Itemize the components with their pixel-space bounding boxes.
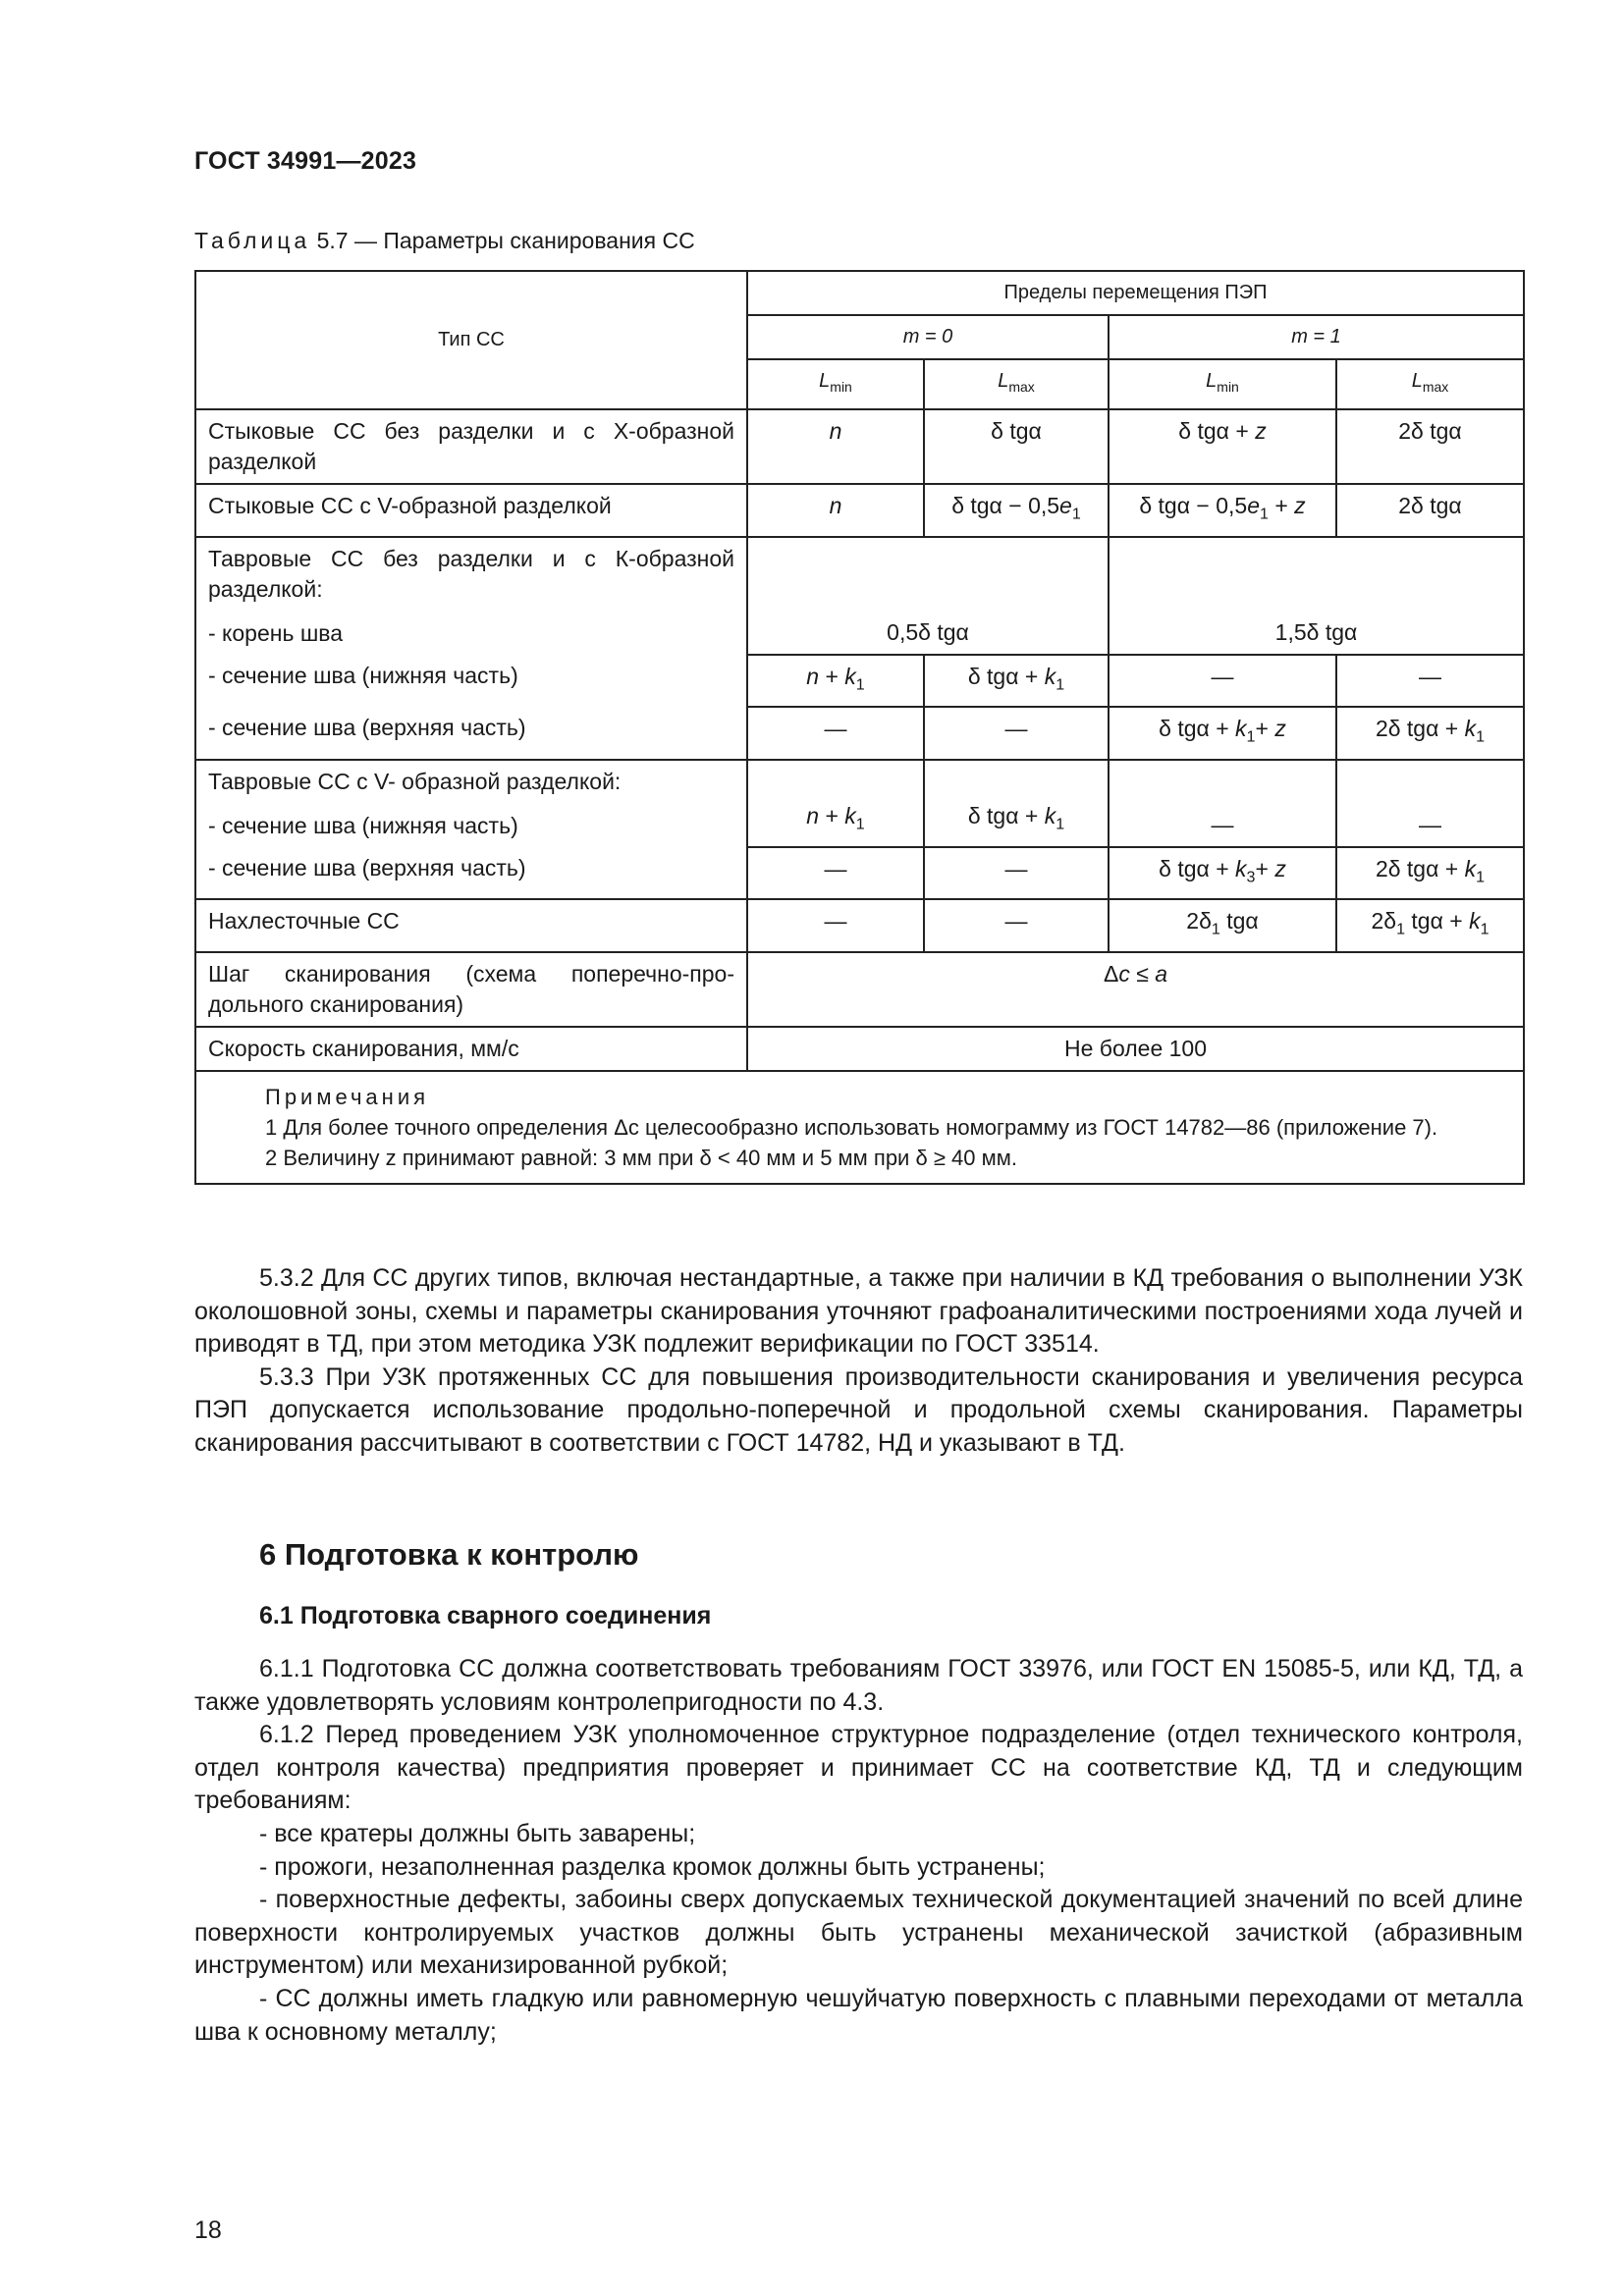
row-label: Нахлесточные СС: [195, 899, 747, 952]
table-cell: δ tgα + z: [1109, 409, 1336, 484]
table-row: [195, 760, 1524, 847]
row-label: Стыковые СС с V-образной разделкой: [195, 484, 747, 537]
table-row: [195, 484, 1524, 537]
table-caption: [194, 228, 695, 254]
list-item: - поверхностные дефекты, забоины сверх допускаемых технической документацией значений по всей длине поверхности контролируемых участков должны быть устранены механической зачисткой (абразивным инструментом) или механизированной рубкой;: [194, 1886, 1523, 1980]
table-cell: —: [1109, 760, 1336, 847]
paragraph-6-1-1: 6.1.1 Подготовка СС должна соответствовать требованиям ГОСТ 33976, или ГОСТ EN 15085-5, или КД, ТД, а также удовлетворять условиям контролепригодности по 4.3.: [194, 1655, 1523, 1716]
table-cell: 2δ $tg\alpha + k_1$: [1336, 707, 1524, 760]
note-2: 2 Величину z принимают равной: 3 мм при δ < 40 мм и 5 мм при δ ≥ 40 мм.: [265, 1146, 1017, 1171]
table-row: [195, 899, 1524, 952]
table-cell: δ $tg\alpha + k_1$: [924, 655, 1109, 708]
table-cell: δ $tg\alpha - 0,5e_1 + z$: [1109, 484, 1336, 537]
table-cell: 0,5δ tgα: [747, 537, 1109, 655]
table-caption-label: Таблица: [194, 228, 311, 253]
table-notes-row: [195, 1071, 1524, 1184]
table-cell: —: [747, 899, 924, 952]
section-5-3-text: [194, 1262, 1523, 1461]
row-label: - сечение шва (верхняя часть): [195, 847, 747, 900]
col-header-limits: Пределы перемещения ПЭП: [747, 271, 1524, 315]
table-row: [195, 1027, 1524, 1071]
table-row: [195, 655, 1524, 708]
paragraph-5-3-3: 5.3.3 При УЗК протяженных СС для повышения производительности сканирования и увеличения ресурса ПЭП допускается использование продольно-поперечной и продольной схемы сканирования. Параметры сканирования рассчитывают в соответствии с ГОСТ 14782, НД и указывают в ТД.: [194, 1362, 1523, 1457]
page-number: 18: [194, 2216, 222, 2244]
list-item: - прожоги, незаполненная разделка кромок должны быть устранены;: [259, 1852, 1046, 1881]
row-label: Скорость сканирования, мм/с: [195, 1027, 747, 1071]
notes-title: Примечания: [265, 1085, 430, 1110]
paragraph-5-3-2: 5.3.2 Для СС других типов, включая нестандартные, а также при наличии в КД требования о выполнении УЗК околошовной зоны, схемы и параметры сканирования уточняют графоаналитическими построениями хода лучей и приводят в ТД, при этом методика УЗК подлежит верификации по ГОСТ 33514.: [194, 1264, 1523, 1359]
table-cell: 1,5δ tgα: [1109, 537, 1524, 655]
table-row: [195, 707, 1524, 760]
col-header-lmin: $L_{min}$: [747, 359, 924, 409]
row-label: - сечение шва (верхняя часть): [195, 707, 747, 760]
table-cell: Не более 100: [747, 1027, 1524, 1071]
table-cell: 2δ tgα: [1336, 409, 1524, 484]
section-6-1-title: 6.1 Подготовка сварного соединения: [259, 1602, 712, 1629]
table-cell: $2\delta_1$ tgα: [1109, 899, 1336, 952]
paragraph-6-1-2: 6.1.2 Перед проведением УЗК уполномоченное структурное подразделение (отдел технического контроля, отдел контроля качества) предприятия проверяет и принимает СС на соответствие КД, ТД и следующим требованиям:: [194, 1721, 1523, 1815]
list-item: - СС должны иметь гладкую или равномерную чешуйчатую поверхность с плавными переходами от металла шва к основному металлу;: [194, 1984, 1523, 2046]
table-cell: —: [747, 707, 924, 760]
section-6-title: 6 Подготовка к контролю: [259, 1537, 639, 1572]
section-6-1-text: [194, 1653, 1523, 2049]
col-header-type: Тип СС: [195, 271, 747, 409]
table-row: [195, 847, 1524, 900]
table-cell: δ tgα: [924, 409, 1109, 484]
table-caption-title: 5.7 — Параметры сканирования СС: [316, 228, 695, 253]
row-label: Стыковые СС без разделки и с Х-образной разделкой: [195, 409, 747, 484]
row-label: Тавровые СС с V- образной разделкой: - сечение шва (нижняя часть): [195, 760, 747, 847]
table-cell: —: [747, 847, 924, 900]
table-row: [195, 537, 1524, 655]
col-header-lmax: $L_{max}$: [1336, 359, 1524, 409]
table-row: [195, 409, 1524, 484]
document-header: ГОСТ 34991—2023: [194, 147, 417, 175]
table-row: [195, 952, 1524, 1027]
table-cell: $n + k_1$: [747, 655, 924, 708]
scan-parameters-table: [194, 270, 1525, 1185]
table-cell: 2δ tgα: [1336, 484, 1524, 537]
table-header-row: [195, 271, 1524, 315]
table-cell: n: [747, 484, 924, 537]
table-cell: —: [1336, 760, 1524, 847]
table-cell: —: [1109, 655, 1336, 708]
table-cell: 2δ $tg\alpha + k_1$: [1336, 847, 1524, 900]
list-item: - все кратеры должны быть заварены;: [259, 1819, 696, 1847]
table-cell: Δc ≤ a: [747, 952, 1524, 1027]
table-cell: —: [924, 899, 1109, 952]
table-cell: $2\delta_1$ $tg\alpha + k_1$: [1336, 899, 1524, 952]
table-cell: δ $tg\alpha + k_3+ z$: [1109, 847, 1336, 900]
row-label: - сечение шва (нижняя часть): [195, 655, 747, 708]
table-cell: —: [924, 847, 1109, 900]
row-label: Тавровые СС без разделки и с К-образной разделкой: - корень шва: [195, 537, 747, 655]
col-header-m1: m = 1: [1109, 315, 1524, 359]
row-label: Шаг сканирования (схема поперечно-продольного сканирования): [195, 952, 747, 1027]
table-cell: —: [1336, 655, 1524, 708]
table-cell: δ $tg\alpha - 0,5e_1$: [924, 484, 1109, 537]
table-cell: n: [747, 409, 924, 484]
table-cell: —: [924, 707, 1109, 760]
table-notes: [195, 1071, 1524, 1184]
col-header-m0: m = 0: [747, 315, 1109, 359]
table-cell: δ $tg\alpha + k_1$: [924, 760, 1109, 847]
table-cell: δ $tg\alpha + k_1+ z$: [1109, 707, 1336, 760]
col-header-lmax: $L_{max}$: [924, 359, 1109, 409]
table-cell: $n + k_1$: [747, 760, 924, 847]
col-header-lmin: $L_{min}$: [1109, 359, 1336, 409]
note-1: 1 Для более точного определения Δc целесообразно использовать номограмму из ГОСТ 14782—86 (приложение 7).: [265, 1115, 1438, 1141]
